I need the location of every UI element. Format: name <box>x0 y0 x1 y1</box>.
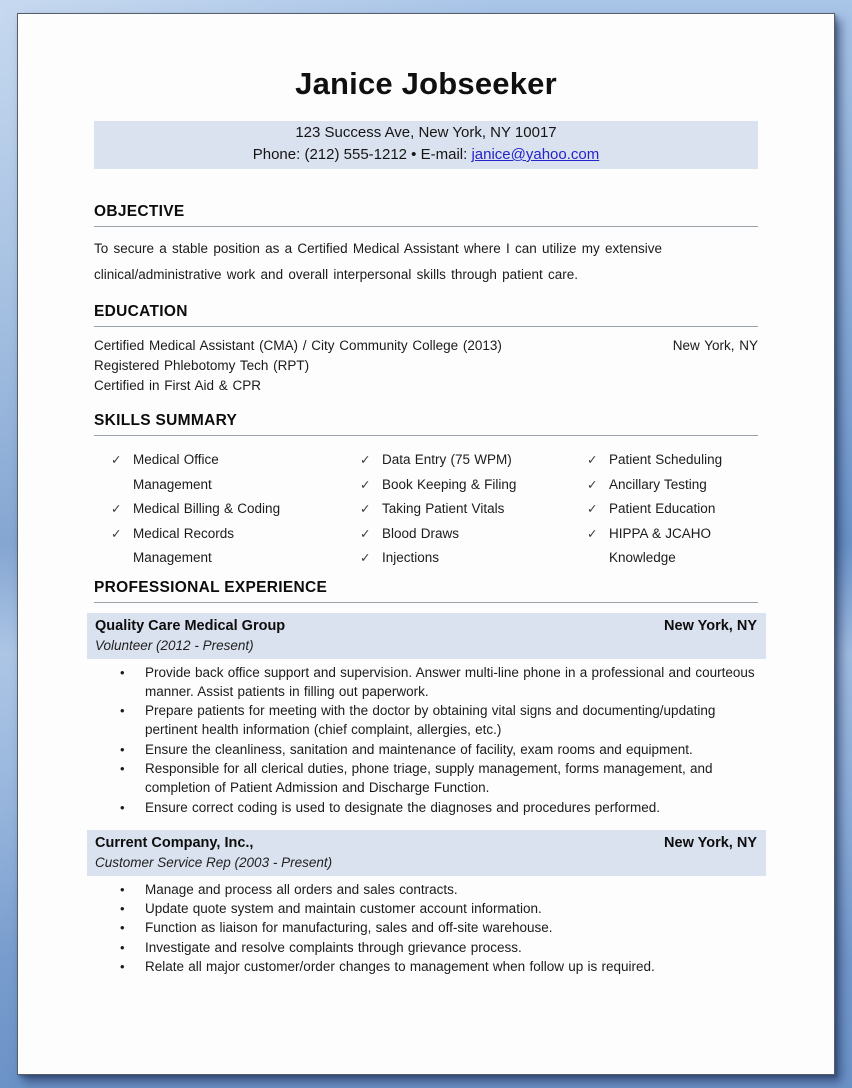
skill-label: Blood Draws <box>382 525 460 541</box>
bullet-icon: • <box>120 703 125 719</box>
skill-label: Medical Office Management <box>133 452 219 492</box>
education-degree: Certified Medical Assistant (CMA) / City Community College (2013) <box>94 338 502 353</box>
bullet-icon: • <box>120 881 125 897</box>
experience-heading: PROFESSIONAL EXPERIENCE <box>94 579 758 603</box>
bullet-item <box>94 957 758 976</box>
skills-column-3 <box>570 448 758 571</box>
bullet-item <box>94 701 758 740</box>
skill-label: Injections <box>382 550 440 565</box>
bullet-text: Prepare patients for meeting with the doctor by obtaining vital signs and documenting/updating pertinent health information (chief complaint, allergies, etc.) <box>145 703 716 738</box>
bullet-icon: • <box>120 920 125 936</box>
job-location: New York, NY <box>664 617 757 634</box>
checkmark-icon: ✓ <box>111 502 122 516</box>
bullet-text: Ensure correct coding is used to designate the diagnoses and procedures performed. <box>145 799 661 815</box>
skill-label: HIPPA & JCAHO Knowledge <box>609 525 712 565</box>
education-degree: Registered Phlebotomy Tech (RPT) <box>94 358 310 373</box>
skill-item <box>570 497 758 522</box>
objective-text: To secure a stable position as a Certified Medical Assistant where I can utilize my extensive clinical/administrative work and overall interpersonal skills through patient care. <box>94 241 663 282</box>
checkmark-icon: ✓ <box>587 477 598 492</box>
section-experience <box>94 579 758 977</box>
section-education <box>94 303 758 396</box>
checkmark-icon: ✓ <box>360 477 371 492</box>
skills-column-2 <box>343 448 570 571</box>
job-company: Quality Care Medical Group <box>95 617 286 634</box>
education-list <box>94 336 758 396</box>
bullet-item <box>94 798 758 817</box>
bullet-item <box>94 663 758 702</box>
skill-label: Medical Records Management <box>133 525 235 565</box>
job-location: New York, NY <box>664 834 757 851</box>
bullet-item <box>94 899 758 918</box>
skill-label: Ancillary Testing <box>609 476 707 492</box>
resume-page <box>17 13 835 1075</box>
job-title-row <box>95 616 757 636</box>
skill-label: Data Entry (75 WPM) <box>382 452 512 467</box>
job-header <box>87 613 766 659</box>
bullet-icon: • <box>120 799 125 815</box>
job-role: Customer Service Rep (2003 - Present) <box>95 854 333 870</box>
bullet-text: Provide back office support and supervision. Answer multi-line phone in a professional and courteous manner. Assist patients in filling out paperwork. <box>145 664 755 699</box>
checkmark-icon: ✓ <box>360 502 371 516</box>
bullet-text: Update quote system and maintain customer account information. <box>145 901 542 917</box>
contact-box <box>94 121 758 169</box>
bullet-item <box>94 880 758 899</box>
skill-item <box>94 448 343 497</box>
bullet-text: Responsible for all clerical duties, phone triage, supply management, forms management, and completion of Patient Admission and Discharge Function. <box>145 760 713 796</box>
bullet-icon: • <box>120 939 125 955</box>
bullet-icon: • <box>120 901 125 917</box>
bullet-icon: • <box>120 664 125 680</box>
skill-item <box>343 497 570 522</box>
page-title: Janice Jobseeker <box>295 66 557 101</box>
skill-label: Patient Scheduling <box>609 452 723 467</box>
bullet-text: Investigate and resolve complaints through grievance process. <box>145 939 522 955</box>
bullet-item <box>94 759 758 798</box>
contact-phone-email <box>94 144 758 166</box>
bullet-icon: • <box>120 741 125 757</box>
skill-item <box>343 448 570 473</box>
objective-heading: OBJECTIVE <box>94 203 758 227</box>
job-company: Current Company, Inc., <box>95 834 254 851</box>
skill-item <box>94 522 343 571</box>
education-row <box>94 336 758 356</box>
skill-item <box>343 546 570 571</box>
education-row <box>94 376 758 396</box>
bullet-text: Manage and process all orders and sales contracts. <box>145 881 458 897</box>
skill-item <box>94 497 343 522</box>
skill-item <box>570 522 758 571</box>
section-skills <box>94 412 758 571</box>
checkmark-icon: ✓ <box>587 453 598 467</box>
bullet-text: Relate all major customer/order changes to management when follow up is required. <box>145 959 655 975</box>
section-objective <box>94 203 758 288</box>
skill-item <box>343 522 570 547</box>
job-bullets <box>94 663 758 817</box>
bullet-icon: • <box>120 760 125 776</box>
job-role: Volunteer (2012 - Present) <box>95 637 254 653</box>
checkmark-icon: ✓ <box>111 453 122 467</box>
education-location: New York, NY <box>672 338 758 353</box>
email-link[interactable]: janice@yahoo.com <box>471 146 600 163</box>
bullet-text: Ensure the cleanliness, sanitation and maintenance of facility, exam rooms and equipment. <box>145 741 693 757</box>
job-title-row <box>95 833 757 853</box>
bullet-item <box>94 740 758 759</box>
skill-label: Book Keeping & Filing <box>382 476 517 492</box>
skill-label: Medical Billing & Coding <box>133 501 281 516</box>
job-bullets <box>94 880 758 976</box>
skills-heading: SKILLS SUMMARY <box>94 412 758 436</box>
bullet-item <box>94 938 758 957</box>
bullet-icon: • <box>120 959 125 975</box>
education-degree: Certified in First Aid & CPR <box>94 378 262 393</box>
checkmark-icon: ✓ <box>360 551 371 565</box>
checkmark-icon: ✓ <box>360 453 371 467</box>
skill-item <box>343 473 570 498</box>
education-row <box>94 356 758 376</box>
experience-job <box>94 613 758 817</box>
bullet-item <box>94 918 758 937</box>
bullet-text: Function as liaison for manufacturing, sales and off-site warehouse. <box>145 920 553 936</box>
checkmark-icon: ✓ <box>111 526 122 541</box>
job-header <box>87 830 766 876</box>
checkmark-icon: ✓ <box>360 526 371 541</box>
skill-item <box>570 473 758 498</box>
education-heading: EDUCATION <box>94 303 758 327</box>
experience-job <box>94 830 758 976</box>
skill-label: Taking Patient Vitals <box>382 501 505 516</box>
skill-item <box>570 448 758 473</box>
contact-phone-email-prefix: Phone: (212) 555-1212 • E-mail: <box>252 146 468 163</box>
skill-label: Patient Education <box>609 501 716 516</box>
checkmark-icon: ✓ <box>587 526 598 541</box>
contact-address: 123 Success Ave, New York, NY 10017 <box>295 124 557 141</box>
skills-grid <box>94 448 758 571</box>
skills-column-1 <box>94 448 343 571</box>
checkmark-icon: ✓ <box>587 502 598 516</box>
